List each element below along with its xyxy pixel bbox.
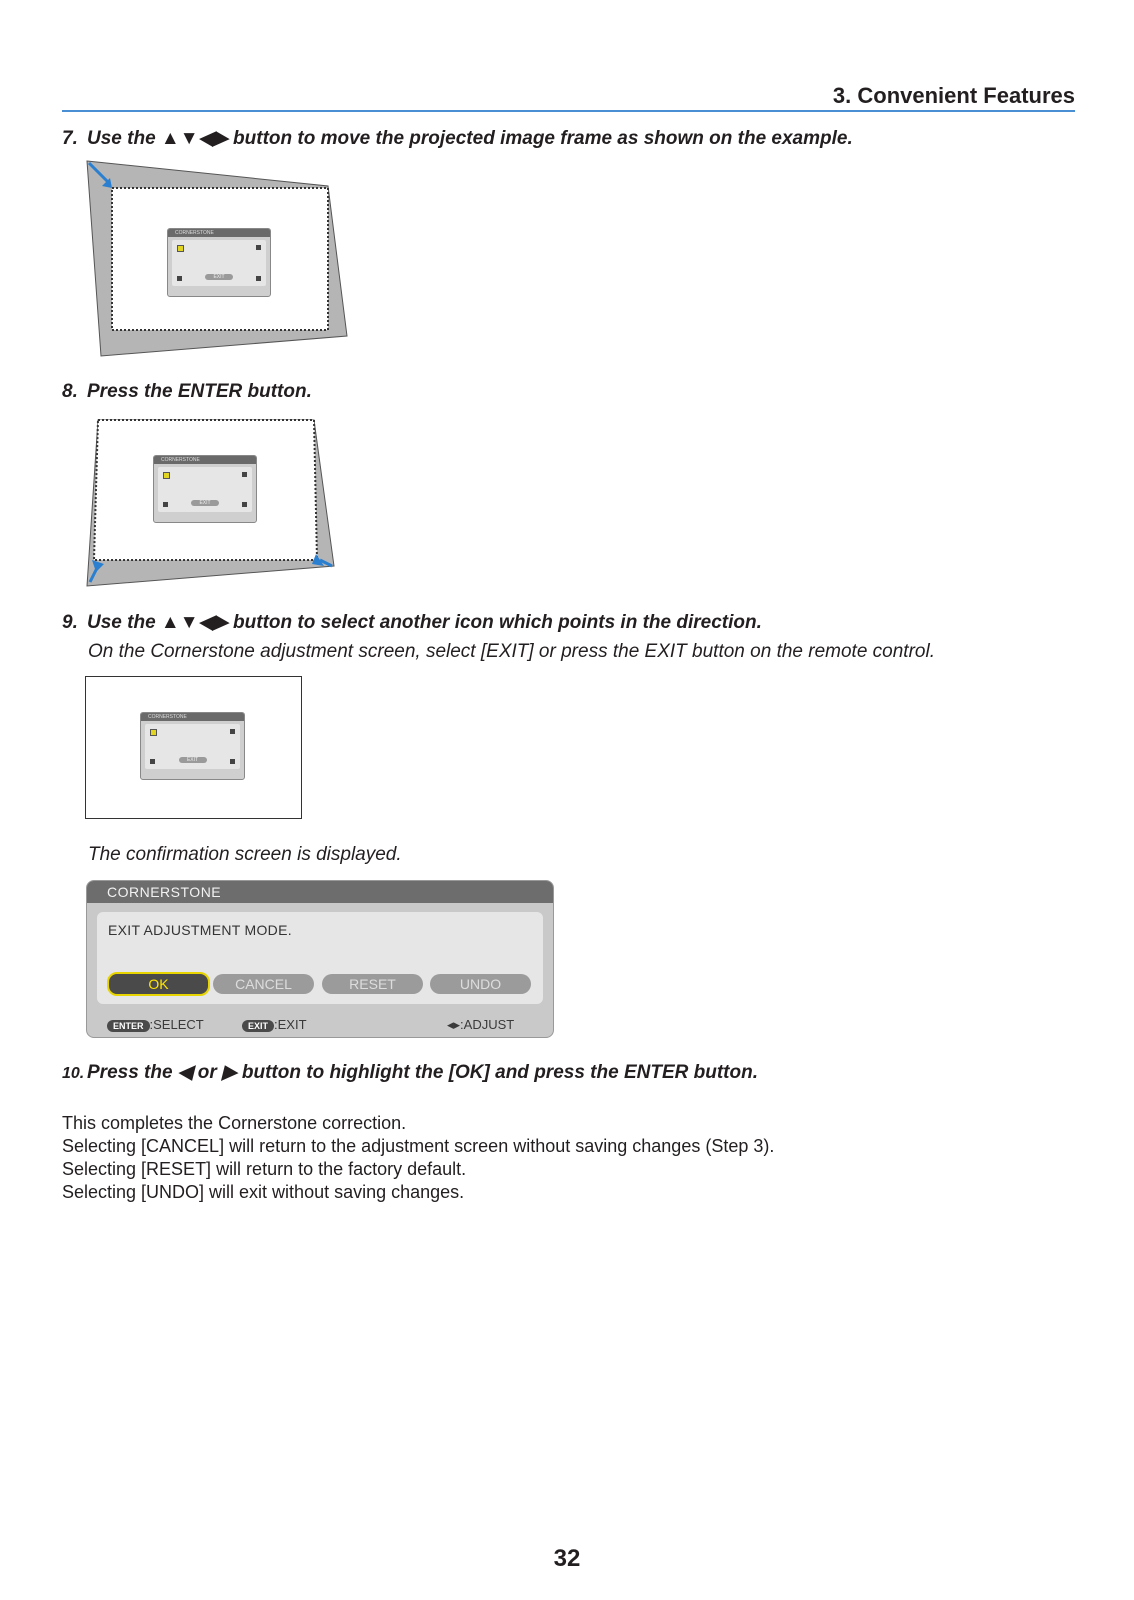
reset-button[interactable]: RESET <box>322 974 423 994</box>
ok-button[interactable]: OK <box>107 972 210 996</box>
mini-menu-title: CORNERSTONE <box>154 456 256 464</box>
step-number: 8. <box>62 381 78 402</box>
undo-button[interactable]: UNDO <box>430 974 531 994</box>
confirm-note: The confirmation screen is displayed. <box>88 844 402 865</box>
body-line: This completes the Cornerstone correction. <box>62 1113 407 1133</box>
exit-hint: :EXIT <box>274 1017 307 1032</box>
body-line: Selecting [RESET] will return to the factory default. <box>62 1159 467 1179</box>
corner-icon <box>242 502 247 507</box>
mini-cornerstone-menu <box>140 712 245 780</box>
step-7 <box>62 127 853 150</box>
select-hint: :SELECT <box>149 1017 204 1032</box>
step-text: Use the ▲▼◀▶ button to select another icon which points in the direction. <box>87 612 762 633</box>
step9-note: On the Cornerstone adjustment screen, select [EXIT] or press the EXIT button on the remote control. <box>88 641 935 662</box>
corner-icon <box>230 759 235 764</box>
corner-icon <box>177 276 182 281</box>
corner-icon <box>150 759 155 764</box>
corner-icon <box>256 276 261 281</box>
mini-exit-button: EXIT <box>179 757 207 763</box>
page-header <box>62 80 1075 112</box>
adjust-hint: ◂▸:ADJUST <box>447 1017 515 1032</box>
page-number: 32 <box>553 1545 581 1572</box>
corner-icon <box>256 245 261 250</box>
exit-key-icon: EXIT <box>242 1020 274 1032</box>
body-line: Selecting [UNDO] will exit without saving changes. <box>62 1182 465 1202</box>
step-text: Use the ▲▼◀▶ button to move the projected image frame as shown on the example. <box>87 128 853 149</box>
mini-cornerstone-menu <box>167 228 271 297</box>
mini-menu-title: CORNERSTONE <box>168 229 270 237</box>
confirmation-dialog <box>86 880 554 1038</box>
dialog-title: CORNERSTONE <box>87 881 553 903</box>
step-text: Press the ENTER button. <box>87 381 312 402</box>
selected-corner-icon <box>150 729 157 736</box>
mini-exit-button: EXIT <box>191 500 219 506</box>
selected-corner-icon <box>177 245 184 252</box>
section-title: 3. Convenient Features <box>832 83 1075 108</box>
corner-icon <box>163 502 168 507</box>
corner-icon <box>230 729 235 734</box>
step-number: 10. <box>62 1065 85 1082</box>
mini-cornerstone-menu <box>153 455 257 523</box>
step-8 <box>62 381 312 403</box>
corner-icon <box>242 472 247 477</box>
step-number: 7. <box>62 128 78 149</box>
step-9 <box>62 611 762 634</box>
step-text: Press the ◀ or ▶ button to highlight the [OK] and press the ENTER button. <box>87 1062 758 1083</box>
selected-corner-icon <box>163 472 170 479</box>
enter-key-icon: ENTER <box>107 1020 150 1032</box>
mini-menu-title: CORNERSTONE <box>141 713 244 721</box>
dialog-footer <box>87 1017 553 1035</box>
dialog-message: EXIT ADJUSTMENT MODE. <box>108 922 292 938</box>
mini-exit-button: EXIT <box>205 274 233 280</box>
step-number: 9. <box>62 612 78 633</box>
step-10 <box>62 1061 758 1084</box>
dialog-pane <box>97 912 543 1004</box>
cancel-button[interactable]: CANCEL <box>213 974 314 994</box>
body-line: Selecting [CANCEL] will return to the adjustment screen without saving changes (Step 3). <box>62 1136 775 1156</box>
